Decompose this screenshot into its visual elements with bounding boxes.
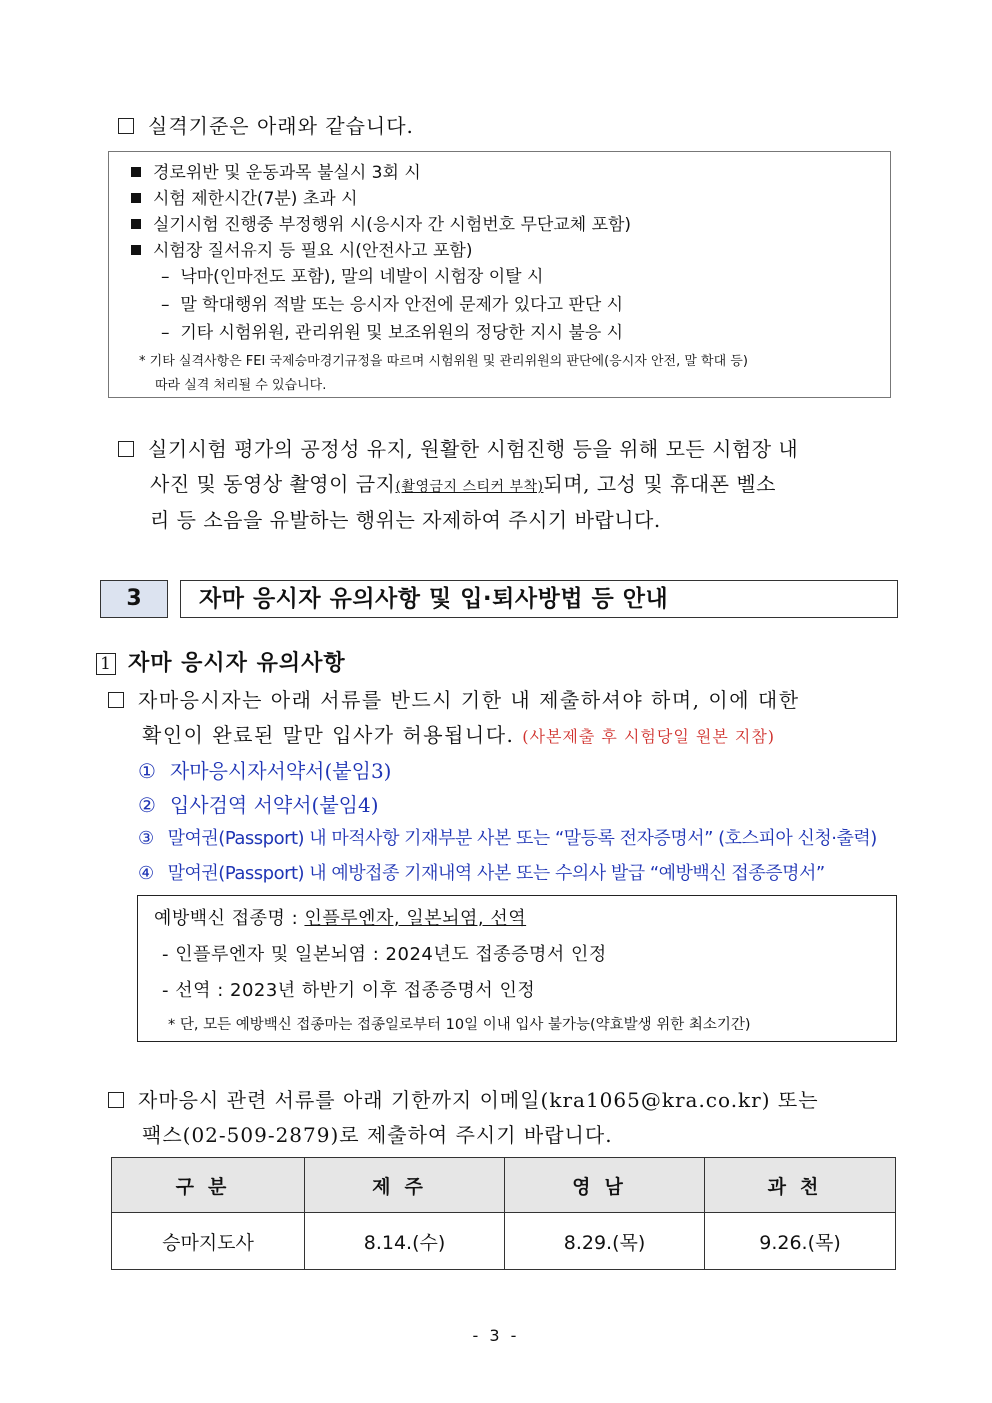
list-item: – 기타 시험위원, 관리위원 및 보조위원의 정당한 지시 불응 시: [161, 323, 624, 343]
table-header: 제주: [305, 1158, 505, 1213]
table-cell: 8.14.(수): [305, 1213, 505, 1270]
disqualification-box: [108, 151, 891, 398]
subsection-heading: 1 자마 응시자 유의사항: [96, 646, 346, 677]
submission-para-line2: 팩스(02-509-2879)로 제출하여 주시기 바랍니다.: [142, 1123, 613, 1147]
deadline-table: [111, 1157, 896, 1270]
table-header: 구분: [112, 1158, 305, 1213]
table-header: 과천: [705, 1158, 896, 1213]
table-cell: 승마지도사: [112, 1213, 305, 1270]
section-number: 3: [100, 580, 168, 618]
page-number: - 3 -: [472, 1326, 520, 1345]
square-bullet-icon: [131, 193, 141, 203]
square-bullet-icon: [131, 219, 141, 229]
subsection-number: 1: [96, 653, 116, 675]
table-row: [112, 1213, 896, 1270]
checkbox-bullet-icon: [108, 1092, 124, 1108]
list-item: – 말 학대행위 적발 또는 응시자 안전에 문제가 있다고 판단 시: [161, 295, 624, 315]
documents-para-line1: 자마응시자는 아래 서류를 반드시 기한 내 제출하셔야 하며, 이에 대한: [108, 684, 800, 713]
note-line: 따라 실격 처리될 수 있습니다.: [155, 378, 327, 393]
documents-para-line2: 확인이 완료된 말만 입사가 허용됩니다. (사본제출 후 시험당일 원본 지참): [142, 723, 776, 747]
photography-notice-line2: 사진 및 동영상 촬영이 금지(촬영금지 스티커 부착)되며, 고성 및 휴대폰 벨소: [150, 472, 776, 496]
list-item: – 낙마(인마전도 포함), 말의 네발이 시험장 이탈 시: [161, 267, 544, 287]
disqualification-intro: 실격기준은 아래와 같습니다.: [118, 110, 414, 139]
list-item: ④ 말여권(Passport) 내 예방접종 기재내역 사본 또는 수의사 발급 “예방백신 접종증명서”: [138, 863, 825, 884]
list-item: ① 자마응시자서약서(붙임3): [138, 759, 392, 783]
photography-notice-line1: 실기시험 평가의 공정성 유지, 원활한 시험진행 등을 위해 모든 시험장 내: [118, 433, 798, 462]
list-item: ② 입사검역 서약서(붙임4): [138, 793, 379, 817]
list-item: 시험 제한시간(7분) 초과 시: [131, 184, 358, 209]
table-header-row: [112, 1158, 896, 1213]
list-item: 경로위반 및 운동과목 불실시 3회 시: [131, 158, 421, 183]
checkbox-bullet-icon: [108, 692, 124, 708]
submission-para-line1: 자마응시 관련 서류를 아래 기한까지 이메일(kra1065@kra.co.kr) 또는: [108, 1084, 819, 1113]
table-header: 영남: [505, 1158, 705, 1213]
vaccine-strangles-note: - 선역 : 2023년 하반기 이후 접종증명서 인정: [162, 980, 536, 1001]
vaccine-footnote: * 단, 모든 예방백신 접종마는 접종일로부터 10일 이내 입사 불가능(약효발생 위한 최소기간): [168, 1017, 751, 1033]
list-item: 시험장 질서유지 등 필요 시(안전사고 포함): [131, 236, 472, 261]
list-item: 실기시험 진행중 부정행위 시(응시자 간 시험번호 무단교체 포함): [131, 210, 631, 235]
photography-notice-line3: 리 등 소음을 유발하는 행위는 자제하여 주시기 바랍니다.: [150, 508, 661, 532]
square-bullet-icon: [131, 245, 141, 255]
original-copy-notice: (사본제출 후 시험당일 원본 지참): [522, 727, 776, 746]
table-cell: 9.26.(목): [705, 1213, 896, 1270]
vaccine-influenza-note: - 인플루엔자 및 일본뇌염 : 2024년도 접종증명서 인정: [162, 944, 607, 965]
section-title: 자마 응시자 유의사항 및 입·퇴사방법 등 안내: [180, 580, 898, 618]
square-bullet-icon: [131, 167, 141, 177]
vaccine-box: [137, 895, 897, 1042]
list-item: ③ 말여권(Passport) 내 마적사항 기재부분 사본 또는 “말등록 전자증명서” (호스피아 신청·출력): [138, 828, 877, 849]
checkbox-bullet-icon: [118, 118, 134, 134]
vaccine-names: 예방백신 접종명 : 인플루엔자, 일본뇌염, 선역: [154, 908, 527, 929]
table-cell: 8.29.(목): [505, 1213, 705, 1270]
checkbox-bullet-icon: [118, 441, 134, 457]
note-line: * 기타 실격사항은 FEI 국제승마경기규정을 따르며 시험위원 및 관리위원의 판단에(응시자 안전, 말 학대 등): [139, 354, 748, 369]
